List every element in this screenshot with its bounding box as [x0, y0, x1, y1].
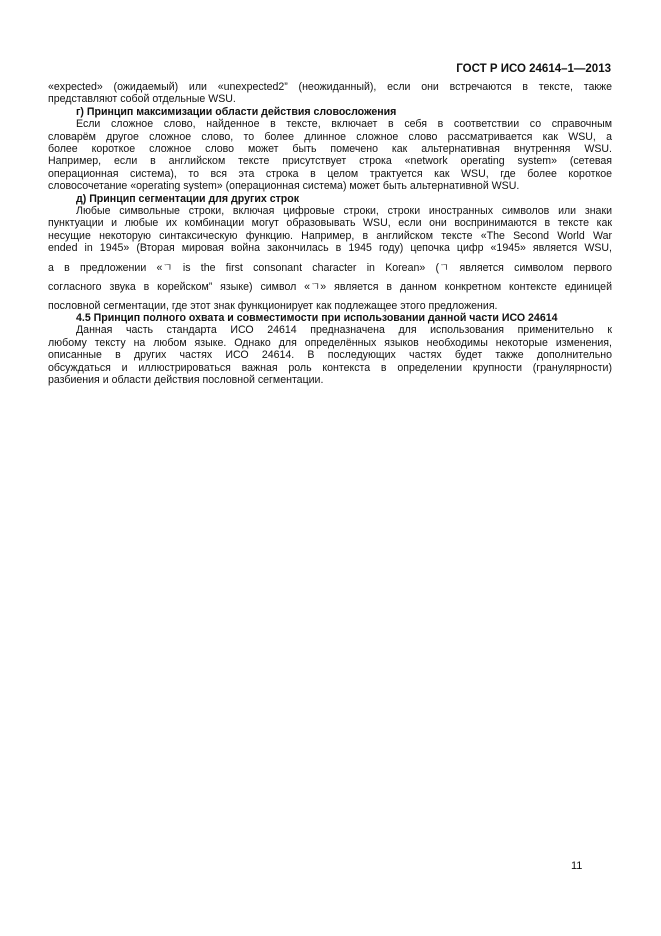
text-line: пословной сегментации, где этот знак функционирует как подлежащее этого предложения. — [48, 300, 498, 312]
text-line: Например, если в английском тексте присутствует строка «network operating system» (сетевая — [48, 155, 612, 167]
text-line: Если сложное слово, найденное в тексте, включает в себя в соответствии со справочным — [76, 118, 612, 130]
page-number: 11 — [571, 860, 583, 872]
section-heading: г) Принцип максимизации области действия словосложения — [76, 106, 397, 118]
section-heading: д) Принцип сегментации для других строк — [76, 193, 300, 205]
text-line: «expected» (ожидаемый) или «unexpected2” (неожиданный), если они встречаются в тексте, также — [48, 81, 612, 93]
text-line: словосочетание «operating system» (операционная система) может быть альтернативной WSU. — [48, 180, 520, 192]
text-line: разбиения и области действия пословной сегментации. — [48, 374, 324, 386]
text-line: словарём другое сложное слово, то более длинное сложное слово рассматривается как WSU, а — [48, 131, 612, 143]
text-line: согласного звука в корейском” языке) символ «ㄱ» является в данном конкретном контексте единицей — [48, 281, 612, 293]
text-line: более короткое сложное слово может быть помечено как альтернативная внутренняя WSU. — [48, 143, 612, 155]
text-line: Любые символьные строки, включая цифровые строки, строки иностранных символов или знаки — [76, 205, 612, 217]
text-line: обсуждаться и иллюстрироваться важная роль контекста в определении крупности (гранулярности) — [48, 362, 612, 374]
document-header: ГОСТ Р ИСО 24614–1—2013 — [456, 63, 611, 75]
text-line: любому тексту на любом языке. Однако для определённых языков необходимы некоторые изменения, — [48, 337, 612, 349]
text-line: Данная часть стандарта ИСО 24614 предназначена для использования применительно к — [76, 324, 612, 336]
text-line: описанные в других частях ИСО 24614. В последующих частях будет также дополнительно — [48, 349, 612, 361]
text-line: пунктуации и любые их комбинации могут образовывать WSU, если они воспринимаются в тексте как — [48, 217, 612, 229]
text-line: несущие некоторую синтаксическую функцию. Например, в английском тексте «The Second World War — [48, 230, 612, 242]
text-line: ended in 1945» (Вторая мировая война закончилась в 1945 году) цепочка цифр «1945» является WSU, — [48, 242, 612, 254]
text-line: представляют собой отдельные WSU. — [48, 93, 236, 105]
section-heading: 4.5 Принцип полного охвата и совместимости при использовании данной части ИСО 24614 — [76, 312, 558, 324]
text-line: операционная система), то вся эта строка в целом трактуется как WSU, где более короткое — [48, 168, 612, 180]
text-line: а в предложении «ㄱ is the first consonant character in Korean» (ㄱ является символом первого — [48, 262, 612, 274]
